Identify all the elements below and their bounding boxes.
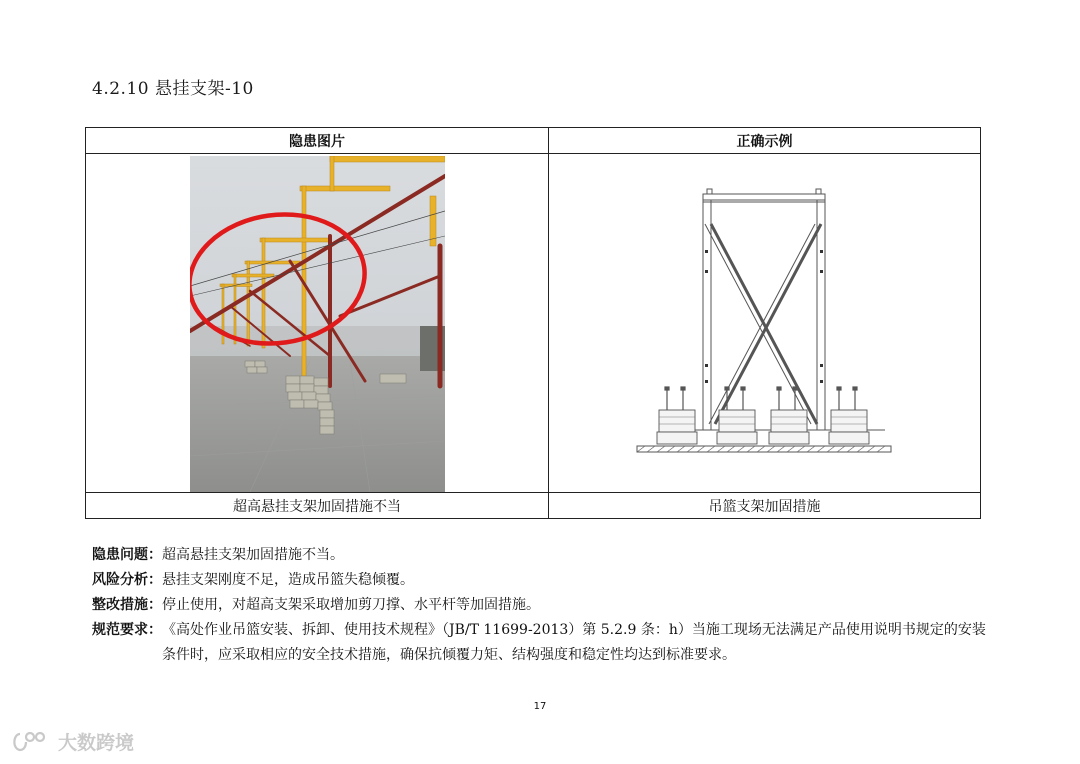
comparison-table [85, 127, 981, 519]
note-value: 《高处作业吊篮安装、拆卸、使用技术规程》（JB/T 11699-2013）第 5.2.9 条：h）当施工现场无法满足产品使用说明书规定的安装条件时，应采取相应的安全技术措施，确保抗倾覆力矩、结构强度和稳定性均达到标准要求。 [162, 622, 986, 663]
note-value: 停止使用，对超高支架采取增加剪刀撑、水平杆等加固措施。 [162, 597, 540, 613]
hazard-photo-cell [86, 154, 549, 493]
correct-example-drawing [635, 184, 897, 469]
watermark [10, 728, 134, 755]
section-number: 4.2.10 [92, 79, 150, 99]
note-key: 隐患问题： [92, 547, 162, 563]
watermark-text: 大数跨境 [58, 732, 135, 754]
note-key: 整改措施： [92, 597, 162, 613]
hazard-photo [190, 156, 445, 492]
note-value: 超高悬挂支架加固措施不当。 [162, 547, 344, 563]
note-rectification [92, 593, 997, 618]
header-hazard-photo: 隐患图片 [86, 128, 549, 154]
correct-example-cell [549, 154, 981, 493]
page-number: 17 [533, 701, 547, 712]
watermark-logo-icon [10, 729, 54, 755]
section-title: 悬挂支架-10 [154, 79, 254, 99]
note-key: 风险分析： [92, 572, 162, 588]
notes-block [92, 543, 997, 668]
note-hazard-issue [92, 543, 997, 568]
note-standard-requirement [92, 618, 997, 668]
note-key: 规范要求： [92, 622, 162, 638]
caption-hazard: 超高悬挂支架加固措施不当 [86, 493, 549, 519]
note-risk-analysis [92, 568, 997, 593]
caption-correct: 吊篮支架加固措施 [549, 493, 981, 519]
header-correct-example: 正确示例 [549, 128, 981, 154]
note-value: 悬挂支架刚度不足，造成吊篮失稳倾覆。 [162, 572, 414, 588]
section-heading [92, 74, 254, 99]
